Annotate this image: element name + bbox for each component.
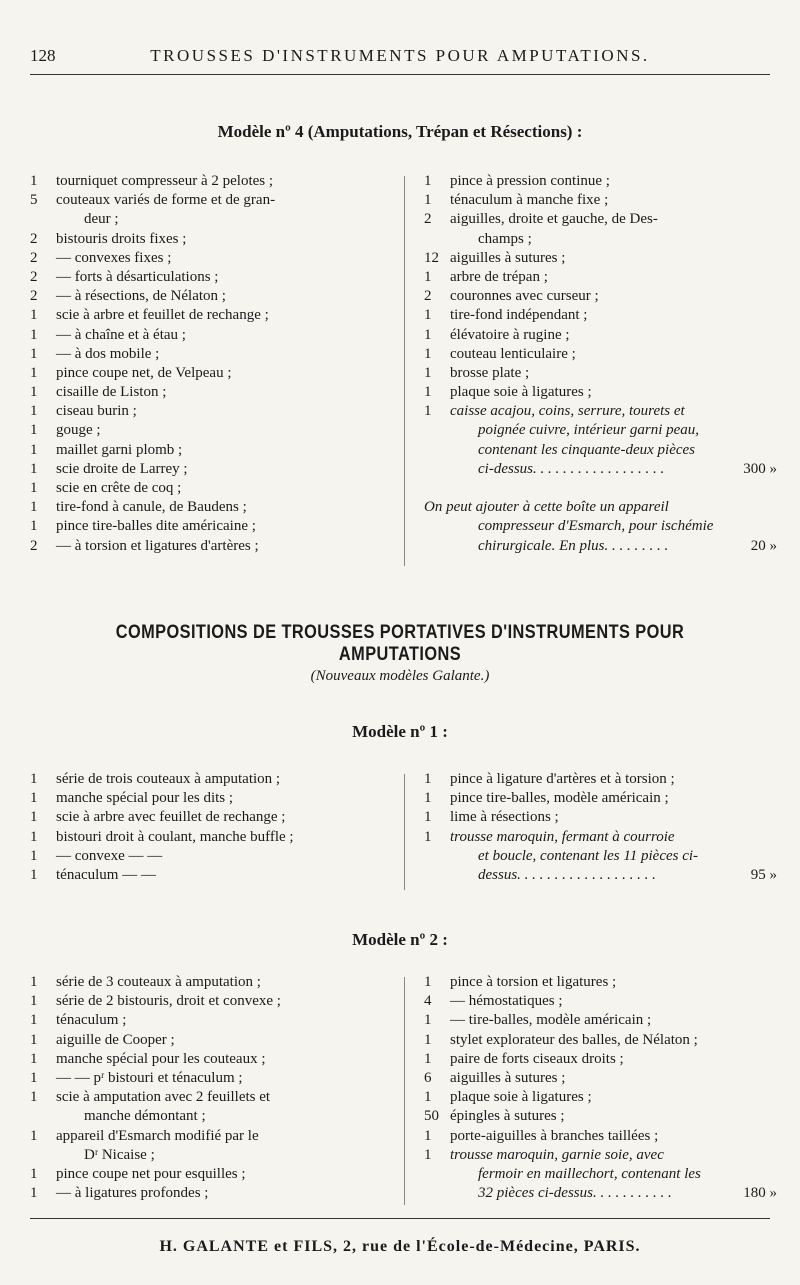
item-text: — à chaîne et à étau ; [56,326,186,343]
item-text: pince tire-balles dite américaine ; [56,518,256,535]
list-item [30,866,400,885]
item-quantity: 1 [30,441,38,458]
item-price: 300 » [743,460,777,477]
item-text: scie droite de Larrey ; [56,460,188,477]
item-quantity: 4 [424,993,432,1010]
item-quantity: 1 [424,1089,432,1106]
list-item [424,306,749,325]
column-divider [404,774,405,890]
item-quantity: 2 [30,537,38,554]
item-text: tire-fond à canule, de Baudens ; [56,499,247,516]
list-item [30,498,400,517]
item-text: bistouri droit à coulant, manche buffle ; [56,828,294,845]
item-quantity: 1 [30,173,38,189]
item-text: et boucle, contenant les 11 pièces ci- [478,847,699,864]
item-quantity: 1 [424,1012,432,1029]
item-text: plaque soie à ligatures ; [450,1089,592,1106]
item-text: pince à ligature d'artères et à torsion ; [450,771,675,787]
list-item [30,1011,400,1030]
list-item [30,383,400,402]
column-divider [404,176,405,566]
list-item [424,770,749,789]
item-quantity: 1 [30,1127,38,1144]
list-item [424,287,749,306]
item-quantity: 1 [30,422,38,439]
item-quantity: 1 [424,364,432,381]
item-text: porte-aiguilles à branches taillées ; [450,1127,659,1144]
item-quantity: 1 [30,974,38,990]
list-item [424,1050,749,1069]
item-quantity: 1 [30,1012,38,1029]
item-quantity: 1 [30,460,38,477]
item-text: caisse acajou, coins, serrure, tourets et [450,403,685,420]
list-item [424,1165,749,1184]
list-item [30,191,400,210]
item-text: appareil d'Esmarch modifié par le [56,1127,259,1144]
item-text: ténaculum — — [56,866,156,883]
list-item [424,191,749,210]
item-text: compresseur d'Esmarch, pour ischémie [478,518,714,535]
item-quantity: 1 [30,364,38,381]
list-item [30,808,400,827]
list-item [30,172,400,191]
item-text: pince à torsion et ligatures ; [450,974,617,990]
list-item [424,1011,749,1030]
item-quantity: 1 [424,974,432,990]
item-quantity: 2 [424,211,432,228]
list-item [30,789,400,808]
list-item [30,973,400,992]
list-item [424,1107,749,1126]
list-item [30,1127,400,1146]
list-item [424,992,749,1011]
item-text: deur ; [84,211,119,228]
item-text: ténaculum à manche fixe ; [450,192,609,209]
item-quantity: 1 [30,828,38,845]
item-text: manche démontant ; [84,1108,206,1125]
list-item [424,847,749,866]
item-text: Dʳ Nicaise ; [84,1146,155,1163]
item-quantity: 1 [424,1127,432,1144]
running-title: TROUSSES D'INSTRUMENTS POUR AMPUTATIONS. [150,46,650,65]
list-item [424,1031,749,1050]
list-item [30,441,400,460]
item-quantity: 1 [30,326,38,343]
item-quantity: 1 [30,345,38,362]
list-item [30,1031,400,1050]
modele2-title: Modèle nº 2 : [352,930,448,949]
item-text: pince tire-balles, modèle américain ; [450,790,669,807]
item-quantity: 1 [424,384,432,401]
list-item [30,517,400,536]
list-item [30,1165,400,1184]
modele1-left-column [30,770,400,885]
list-item [424,172,749,191]
item-quantity: 1 [30,866,38,883]
modele1-right-column [424,770,777,885]
item-text: bistouris droits fixes ; [56,230,187,247]
item-text: champs ; [478,230,532,247]
list-item [424,441,749,460]
item-text: fermoir en maillechort, contenant les [478,1165,701,1182]
list-item [424,402,749,421]
item-quantity: 2 [30,249,38,266]
item-quantity: 12 [424,249,439,266]
column-divider [404,977,405,1205]
item-text: série de 3 couteaux à amputation ; [56,974,261,990]
item-text: arbre de trépan ; [450,268,548,285]
item-quantity: 1 [424,1146,432,1163]
item-quantity: 1 [30,790,38,807]
item-text: contenant les cinquante-deux pièces [478,441,696,458]
item-quantity: 2 [30,288,38,305]
item-text: scie à amputation avec 2 feuillets et [56,1089,271,1106]
item-quantity: 1 [30,307,38,324]
item-quantity: 1 [424,771,432,787]
item-quantity: 1 [30,1185,38,1202]
item-quantity: 1 [424,345,432,362]
item-text: — convexes fixes ; [56,249,172,266]
item-text: stylet explorateur des balles, de Nélaton ; [450,1031,698,1048]
item-text: scie à arbre et feuillet de rechange ; [56,307,269,324]
list-item [424,460,777,479]
item-quantity: 1 [30,771,38,787]
item-text: cisaille de Liston ; [56,384,167,401]
item-text: tourniquet compresseur à 2 pelotes ; [56,173,274,189]
list-item [30,210,400,229]
item-quantity: 1 [30,1165,38,1182]
list-item [30,992,400,1011]
item-quantity: 1 [424,790,432,807]
item-quantity: 1 [30,1031,38,1048]
item-quantity: 1 [424,1050,432,1067]
list-item [424,210,749,229]
list-item [30,421,400,440]
item-quantity: 1 [424,828,432,845]
item-text: gouge ; [56,422,101,439]
item-text: — à résections, de Nélaton ; [56,288,226,305]
list-item [424,479,749,498]
list-item [424,421,749,440]
list-item [30,1184,400,1203]
list-item [30,230,400,249]
publisher-footer: H. GALANTE et FILS, 2, rue de l'École-de-Médecine, PARIS. [159,1238,641,1255]
list-item [30,460,400,479]
item-text: ciseau burin ; [56,403,137,420]
item-quantity: 5 [30,192,38,209]
item-text: ci-dessus. . . . . . . . . . . . . . . . . . [478,460,665,477]
item-text: — à torsion et ligatures d'artères ; [56,537,259,554]
item-quantity: 1 [30,480,38,496]
list-item [30,364,400,383]
item-price: 180 » [743,1185,777,1202]
item-quantity: 1 [30,1089,38,1106]
item-text: aiguilles à sutures ; [450,1069,566,1086]
item-text: couteaux variés de forme et de gran- [56,192,276,209]
item-quantity: 6 [424,1069,432,1086]
list-item [424,268,749,287]
list-item [424,866,777,885]
list-item [424,326,749,345]
item-text: pince coupe net, de Velpeau ; [56,364,232,381]
item-quantity: 1 [30,1050,38,1067]
item-quantity: 1 [424,173,432,189]
list-item [424,345,749,364]
item-quantity: 50 [424,1108,439,1125]
item-text: — tire-balles, modèle américain ; [450,1012,652,1029]
list-item [30,306,400,325]
modele1-title: Modèle nº 1 : [352,722,448,741]
compositions-title: COMPOSITIONS DE TROUSSES PORTATIVES D'INSTRUMENTS POUR AMPUTATIONS [115,622,685,665]
item-text: brosse plate ; [450,364,530,381]
item-text: plaque soie à ligatures ; [450,384,592,401]
item-quantity: 1 [424,268,432,285]
list-item [30,287,400,306]
item-quantity: 1 [30,384,38,401]
list-item [424,1069,749,1088]
page-number: 128 [30,46,56,65]
modele2-left-column [30,973,400,1203]
list-item [424,383,749,402]
modele2-right-column [424,973,777,1203]
modele4-right-column [424,172,777,556]
header-rule [30,74,770,75]
item-text: On peut ajouter à cette boîte un appareil [424,499,669,516]
list-item [424,828,749,847]
item-text: ténaculum ; [56,1012,127,1029]
item-text: — convexe — — [56,847,163,864]
item-quantity: 1 [30,993,38,1010]
item-text: série de 2 bistouris, droit et convexe ; [56,993,281,1010]
item-quantity: 2 [30,230,38,247]
item-text: aiguille de Cooper ; [56,1031,175,1048]
item-text: chirurgicale. En plus. . . . . . . . . [478,537,669,554]
item-quantity: 1 [30,1069,38,1086]
list-item [424,789,749,808]
item-text: — hémostatiques ; [450,993,563,1010]
item-quantity: 1 [30,499,38,516]
item-quantity: 1 [424,307,432,324]
item-text: — à ligatures profondes ; [56,1185,209,1202]
item-quantity: 2 [30,268,38,285]
list-item [424,1146,749,1165]
list-item [30,249,400,268]
item-text: scie à arbre avec feuillet de rechange ; [56,809,286,826]
item-quantity: 1 [30,809,38,826]
item-quantity: 1 [30,403,38,420]
item-quantity: 2 [424,288,432,305]
item-text: dessus. . . . . . . . . . . . . . . . . . . [478,866,656,883]
item-text: — forts à désarticulations ; [56,268,219,285]
list-item [30,268,400,287]
list-item [30,1088,400,1107]
list-item [424,498,749,517]
item-text: scie en crête de coq ; [56,480,182,496]
list-item [424,537,777,556]
list-item [424,1184,777,1203]
item-text: trousse maroquin, fermant à courroie [450,828,675,845]
list-item [30,326,400,345]
list-item [424,973,749,992]
list-item [424,364,749,383]
list-item [424,249,749,268]
item-quantity: 1 [30,518,38,535]
item-quantity: 1 [30,847,38,864]
list-item [424,808,749,827]
item-text: couteau lenticulaire ; [450,345,576,362]
item-text: poignée cuivre, intérieur garni peau, [478,422,700,439]
modele4-title: Modèle nº 4 (Amputations, Trépan et Résections) : [217,122,583,141]
item-text: — — pʳ bistouri et ténaculum ; [56,1069,243,1086]
item-quantity: 1 [424,809,432,826]
list-item [30,1146,400,1165]
item-text: paire de forts ciseaux droits ; [450,1050,624,1067]
list-item [30,1050,400,1069]
list-item [424,517,749,536]
item-text: épingles à sutures ; [450,1108,565,1125]
item-text: aiguilles à sutures ; [450,249,566,266]
item-quantity: 1 [424,192,432,209]
item-text: trousse maroquin, garnie soie, avec [450,1146,664,1163]
item-quantity: 1 [424,326,432,343]
footer-rule [30,1218,770,1219]
compositions-subtitle: (Nouveaux modèles Galante.) [310,668,490,684]
list-item [30,770,400,789]
list-item [424,1088,749,1107]
item-text: élévatoire à rugine ; [450,326,570,343]
item-text: aiguilles, droite et gauche, de Des- [450,211,658,228]
modele4-left-column [30,172,400,556]
list-item [30,479,400,498]
item-text: manche spécial pour les dits ; [56,790,234,807]
item-quantity: 1 [424,403,432,420]
list-item [30,847,400,866]
item-text: série de trois couteaux à amputation ; [56,771,281,787]
item-price: 95 » [750,866,777,883]
list-item [30,345,400,364]
list-item [30,402,400,421]
list-item [424,230,749,249]
item-text: — à dos mobile ; [56,345,160,362]
item-text: couronnes avec curseur ; [450,288,599,305]
item-text: lime à résections ; [450,809,559,826]
list-item [30,537,400,556]
list-item [30,1107,400,1126]
list-item [424,1127,749,1146]
item-quantity: 1 [424,1031,432,1048]
item-price: 20 » [750,537,777,554]
list-item [30,1069,400,1088]
item-text: 32 pièces ci-dessus. . . . . . . . . . . [478,1185,672,1202]
item-text: manche spécial pour les couteaux ; [56,1050,266,1067]
item-text: maillet garni plomb ; [56,441,183,458]
item-text: pince coupe net pour esquilles ; [56,1165,246,1182]
running-header [30,44,770,74]
item-text: tire-fond indépendant ; [450,307,588,324]
item-text: pince à pression continue ; [450,173,610,189]
list-item [30,828,400,847]
